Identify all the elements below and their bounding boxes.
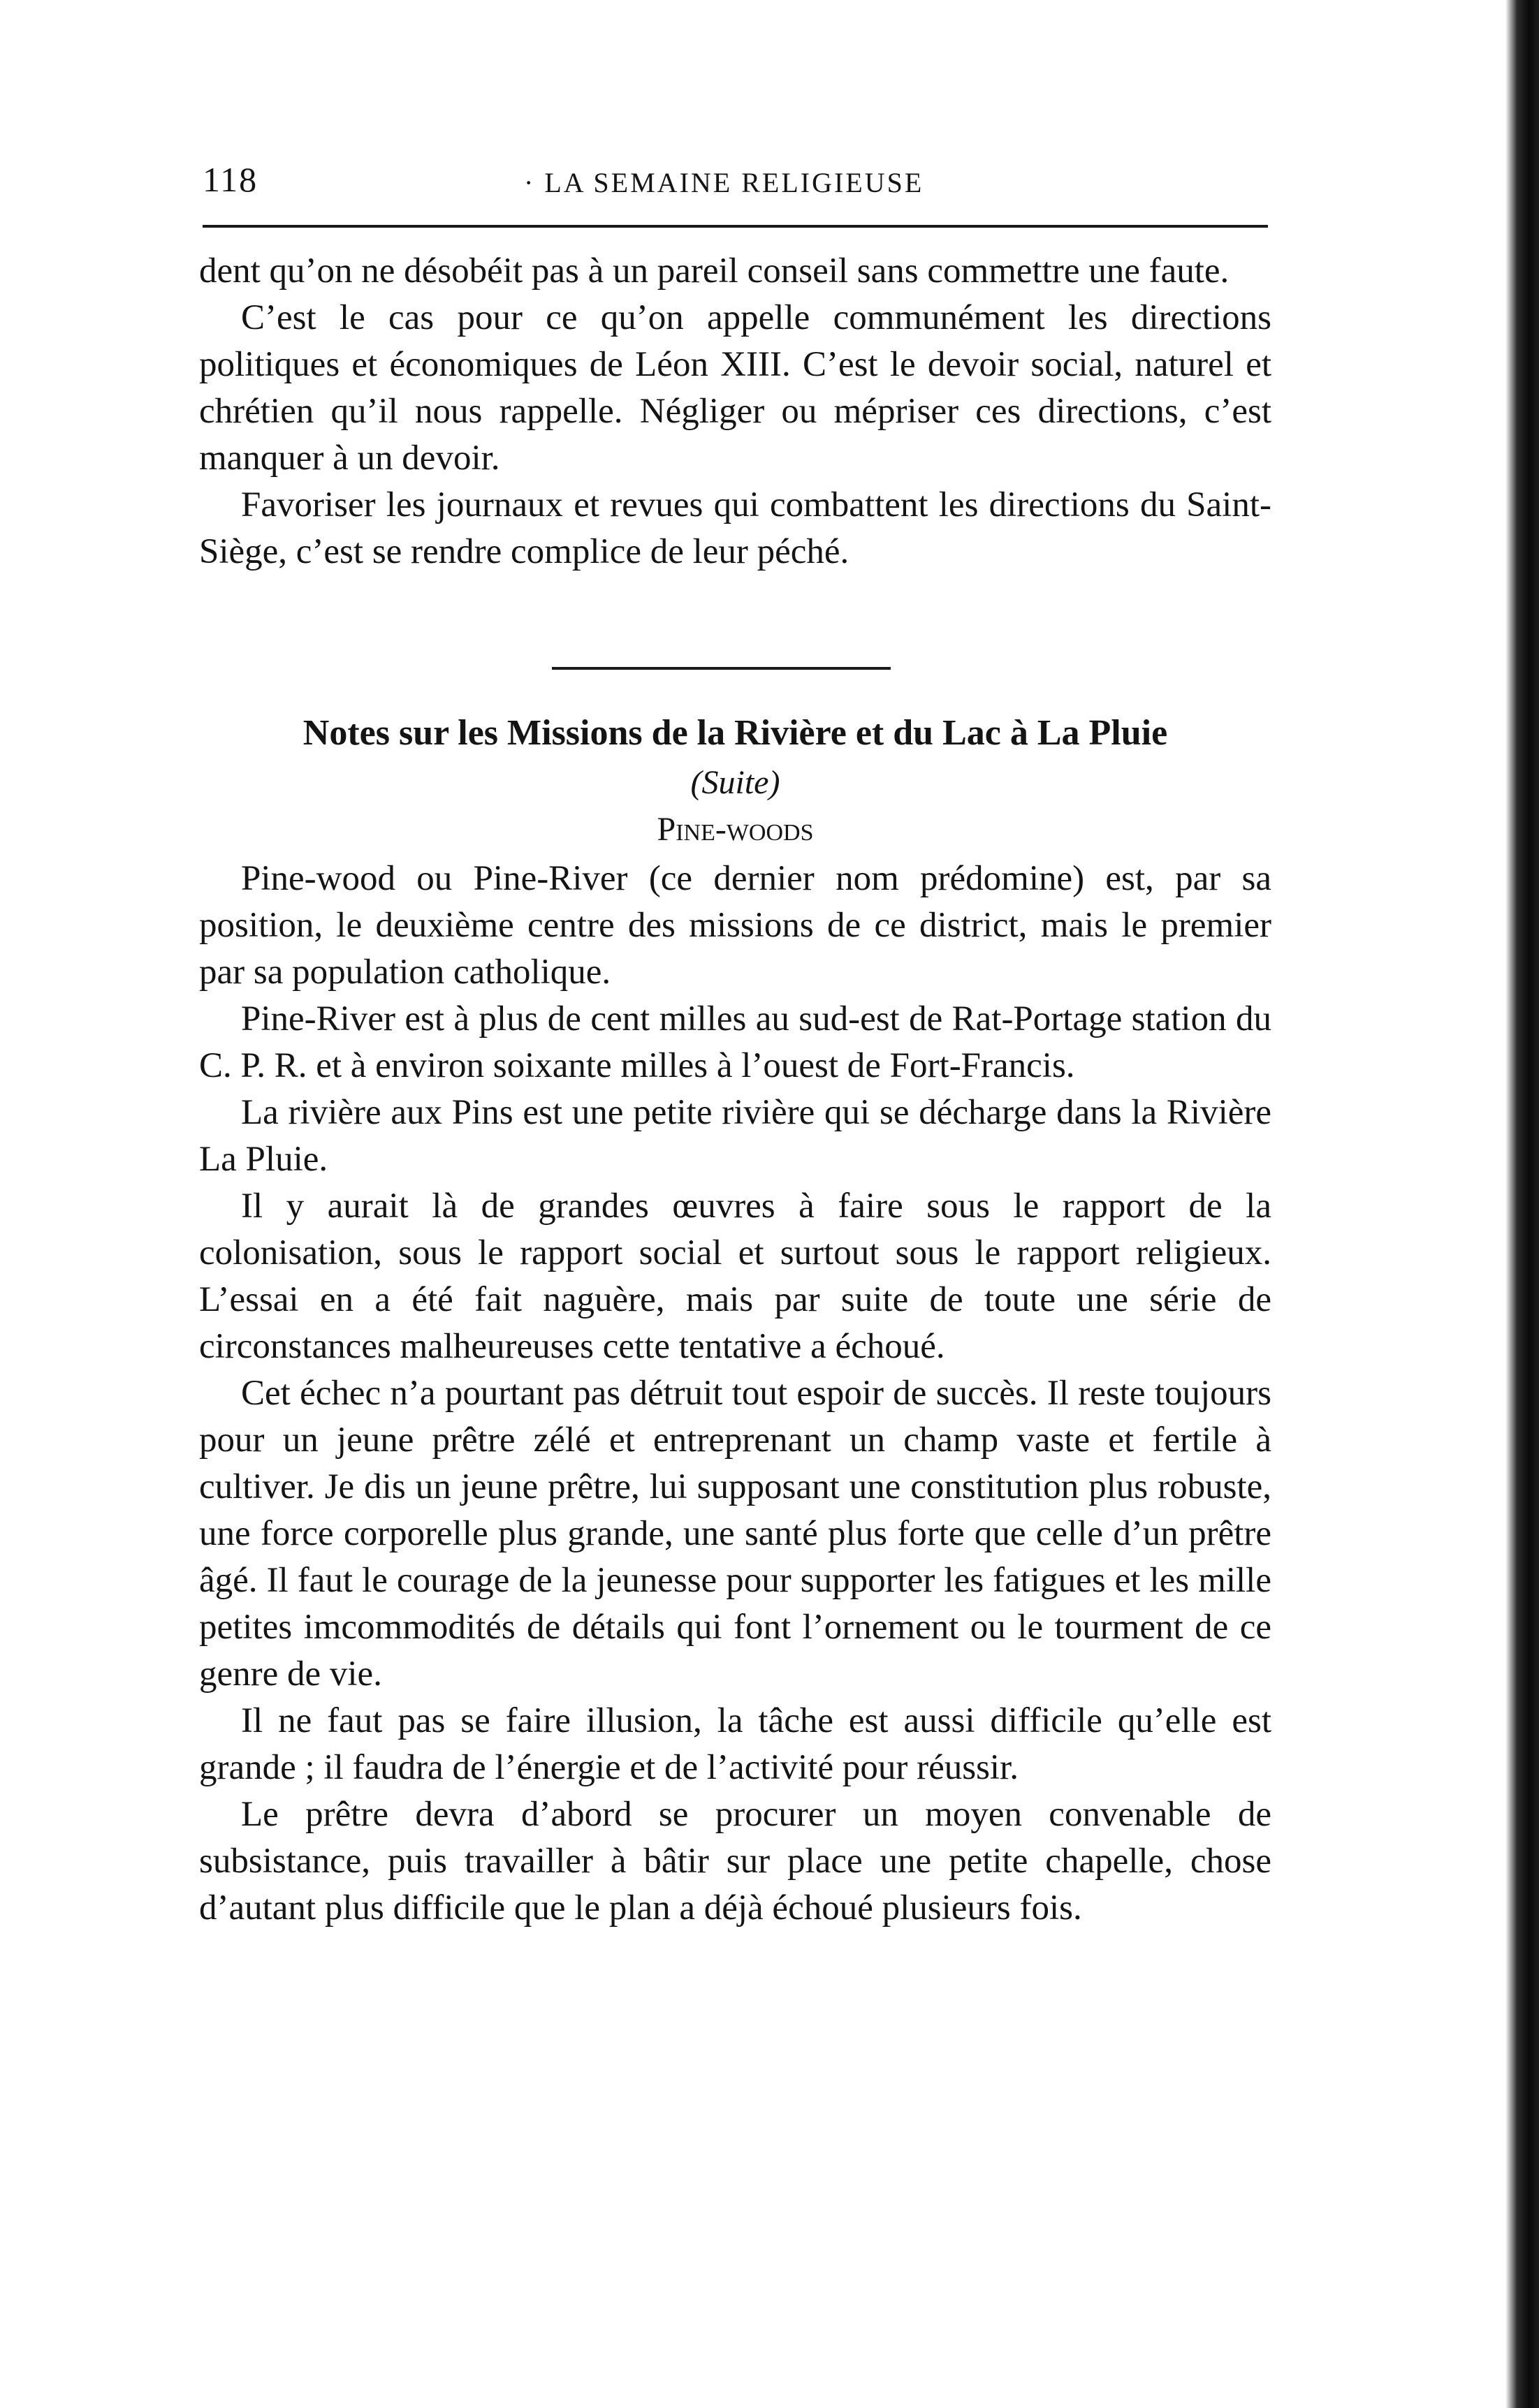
section-place-heading: Pine-woods	[657, 811, 814, 848]
binding-edge	[1505, 0, 1539, 2408]
paragraph-4: Il y aurait là de grandes œuvres à faire sous le rapport de la colonisation, sous le rapport social et surtout sous le rapport religieux. L’essai en a été fait naguère, mais par suite de toute une série de circonstances malheureuses cette tentative a échoué.	[199, 1187, 1271, 1366]
intro-text-block	[199, 248, 1271, 575]
intro-paragraph-3: Favoriser les journaux et revues qui combattent les directions du Saint-Siège, c’est se rendre complice de leur péché.	[199, 485, 1271, 571]
section-divider	[552, 667, 891, 670]
paragraph-5: Cet échec n’a pourtant pas détruit tout espoir de succès. Il reste toujours pour un jeune prêtre zélé et entreprenant un champ vaste et fertile à cultiver. Je dis un jeune prêtre, lui supposant une constitution plus robuste, une force corporelle plus grande, une santé plus forte que celle d’un prêtre âgé. Il faut le courage de la jeunesse pour supporter les fatigues et les mille petites imcommodités de détails qui font l’ornement ou le tourment de ce genre de vie.	[199, 1374, 1271, 1694]
section-title: Notes sur les Missions de la Rivière et du Lac à La Pluie	[302, 713, 1168, 753]
paragraph-1: Pine-wood ou Pine-River (ce dernier nom prédomine) est, par sa position, le deuxième centre des missions de ce district, mais le premier par sa population catholique.	[199, 859, 1271, 992]
paragraph-3: La rivière aux Pins est une petite rivière qui se décharge dans la Rivière La Pluie.	[199, 1093, 1271, 1179]
page-number: 118	[203, 160, 258, 199]
main-text-block	[199, 856, 1271, 1932]
running-head	[203, 159, 1306, 208]
intro-paragraph-1: dent qu’on ne désobéit pas à un pareil conseil sans commettre une faute.	[199, 251, 1230, 291]
paragraph-2: Pine-River est à plus de cent milles au sud-est de Rat-Portage station du C. P. R. et à environ soixante milles à l’ouest de Fort-Francis.	[199, 999, 1271, 1085]
intro-paragraph-2: C’est le cas pour ce qu’on appelle communément les directions politiques et économiques de Léon XIII. C’est le devoir social, naturel et chrétien qu’il nous rappelle. Négliger ou mépriser ces directions, c’est manquer à un devoir.	[199, 298, 1271, 478]
section-subtitle: (Suite)	[690, 764, 780, 801]
paragraph-7: Le prêtre devra d’abord se procurer un moyen convenable de subsistance, puis travailler à bâtir sur place une petite chapelle, chose d’autant plus difficile que le plan a déjà échoué plusieurs fois.	[199, 1795, 1271, 1928]
running-title: · LA SEMAINE RELIGIEUSE	[524, 167, 924, 198]
paragraph-6: Il ne faut pas se faire illusion, la tâche est aussi difficile qu’elle est grande ; il faudra de l’énergie et de l’activité pour réussir.	[199, 1701, 1271, 1787]
header-rule	[203, 225, 1268, 228]
